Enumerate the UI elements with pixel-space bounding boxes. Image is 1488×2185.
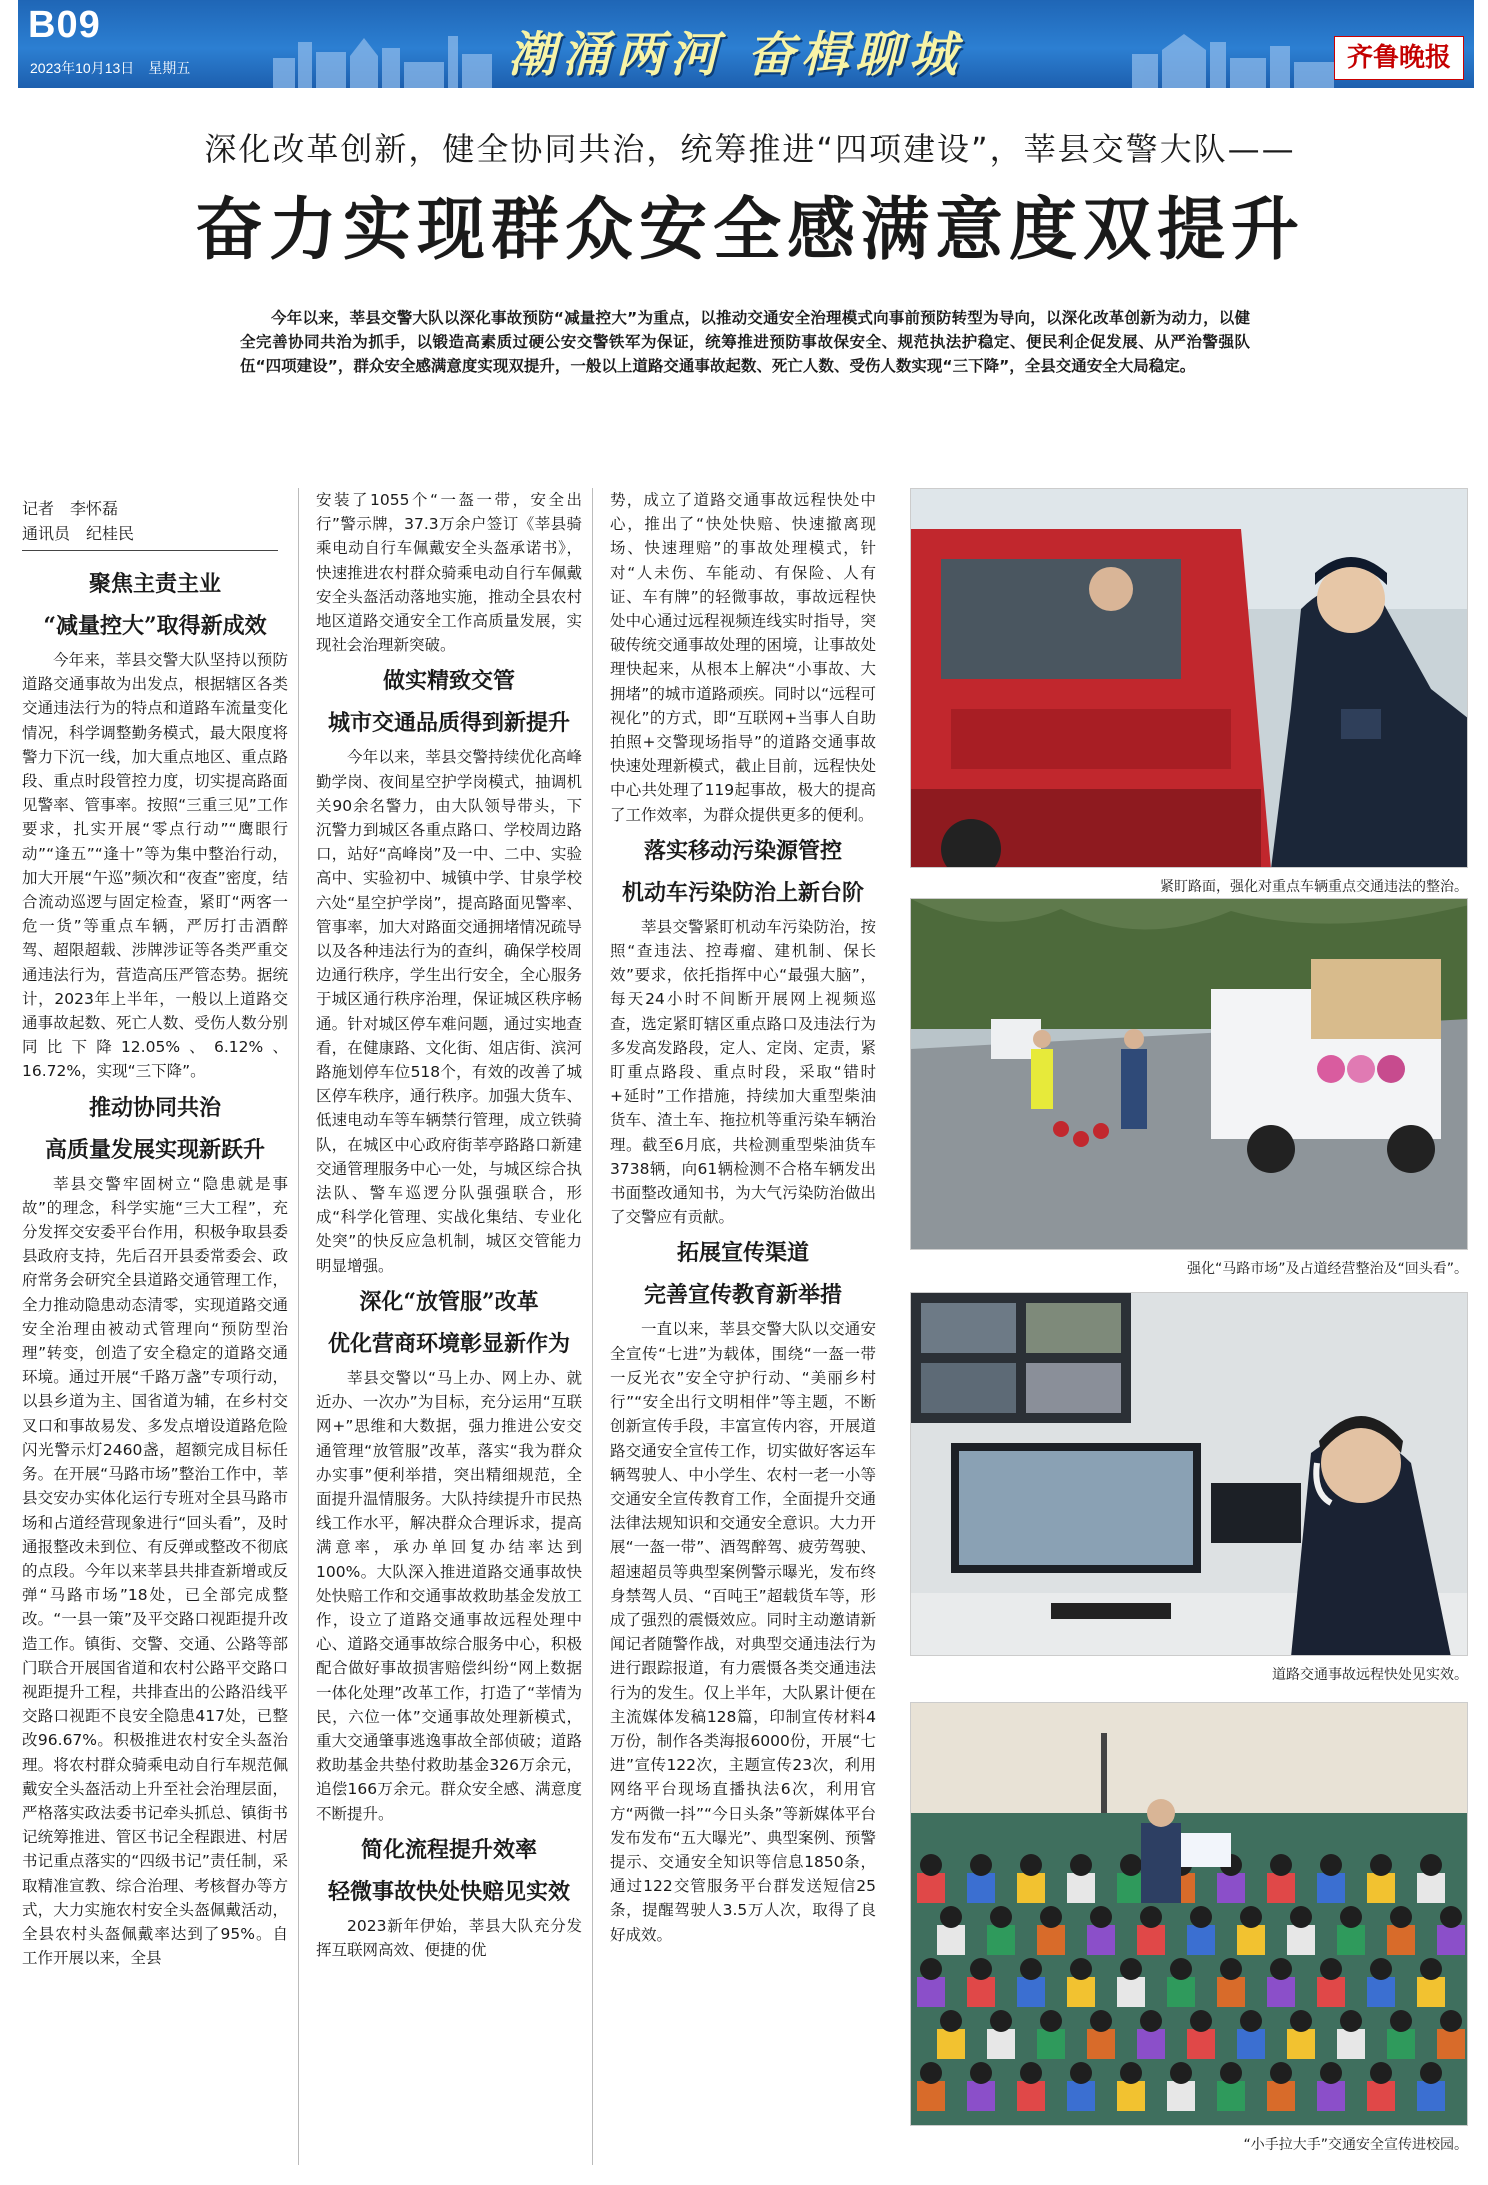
section-subhead: 轻微事故快处快赔见实效 [327, 1878, 570, 1905]
masthead-bar [18, 0, 1474, 88]
paragraph: 势，成立了道路交通事故远程快处中心，推出了“快处快赔、快速撤离现场、快速理赔”的事故处理模式，针对“人未伤、车能动、有保险、人有证、车有牌”的轻微事故，事故远程快处中心通过远程视频连线实时指导，突破传统交通事故处理的困境，让事故处理快起来，从根本上解决“小事故、大拥堵”的城市道路顽疾。同时以“远程可视化”的方式，即“互联网+当事人自助拍照+交警现场指导”的道路交通事故快速处理新模式，截止目前，远程快处中心共处理了119起事故，极大的提高了工作效率，为群众提供更多的便利。 [610, 491, 876, 824]
photo-remote-center [910, 1292, 1468, 1656]
section-subhead: 推动协同共治 [88, 1094, 221, 1121]
skyline-right-icon [1128, 28, 1338, 88]
section-subhead: 深化“放管服”改革 [359, 1288, 539, 1315]
section-subhead: 高质量发展实现新跃升 [44, 1136, 265, 1163]
column-slogan: 潮涌两河 奋楫聊城 [508, 27, 963, 83]
section-subhead: 聚焦主责主业 [88, 571, 221, 597]
section-subhead: 做实精致交管 [382, 668, 515, 695]
byline-correspondent: 通讯员 纪桂民 [22, 524, 135, 543]
column-divider [298, 488, 299, 2165]
section-subhead: 简化流程提升效率 [360, 1836, 537, 1863]
photo-caption: 紧盯路面，强化对重点车辆重点交通违法的整治。 [1160, 879, 1468, 895]
section-subhead: 城市交通品质得到新提升 [327, 710, 570, 737]
section-subhead: 完善宣传教育新举措 [643, 1282, 842, 1309]
paragraph: 莘县交警紧盯机动车污染防治，按照“查违法、控毒瘤、建机制、保长效”要求，依托指挥中心“最强大脑”，每天24小时不间断开展网上视频巡查，选定紧盯辖区重点路口及违法行为多发高发路段，定人、定岗、定责，紧盯重点路段、重点时段，采取“错时+延时”工作措施，持续加大重型柴油货车、渣土车、拖拉机等重污染车辆治理。截至6月底，共检测重型柴油货车3738辆，向61辆检测不合格车辆发出书面整改通知书，为大气污染防治做出了交警应有贡献。 [610, 917, 876, 1227]
photo-caption: 道路交通事故远程快处见实效。 [1272, 1667, 1468, 1683]
photo-roadside-market [910, 898, 1468, 1250]
newspaper-logo: 齐鲁晚报 [1334, 36, 1464, 80]
paragraph: 今年以来，莘县交警持续优化高峰勤学岗、夜间星空护学岗模式，抽调机关90余名警力，由大队领导带头，下沉警力到城区各重点路口、学校周边路口，站好“高峰岗”及一中、二中、实验高中、实验初中、城镇中学、甘泉学校六处“星空护学岗”，提高路面见警率、管事率，加大对路面交通拥堵情况疏导以及各种违法行为的查纠，确保学校周边通行秩序，学生出行安全，全心服务于城区通行秩序治理，保证城区秩序畅通。针对城区停车难问题，通过实地查看，在健康路、文化街、俎店街、滨河路施划停车位518个，有效的改善了城区停车秩序，通行秩序。加强大货车、低速电动车等车辆禁行管理，成立铁骑队，在城区中心政府街莘亭路路口新建交通管理服务中心一处，与城区综合执法队、警车巡逻分队强强联合，形成“科学化管理、实战化集结、专业化处突”的快反应急机制，城区交管能力明显增强。 [316, 748, 582, 1275]
section-subhead: 机动车污染防治上新台阶 [621, 879, 864, 906]
photo-caption: “小手拉大手”交通安全宣传进校园。 [1243, 2137, 1468, 2153]
photo-truck-inspection [910, 488, 1468, 868]
issue-date: 2023年10月13日 星期五 [30, 60, 191, 76]
article-kicker: 深化改革创新，健全协同共治，统筹推进“四项建设”，莘县交警大队—— [204, 130, 1296, 168]
article-column-2 [316, 488, 582, 2165]
article-lead: 今年以来，莘县交警大队以深化事故预防“减量控大”为重点，以推动交通安全治理模式向事前预防转型为导向，以深化改革创新为动力，以健全完善协同共治为抓手，以锻造高素质过硬公安交警铁军为保证，统筹推进预防事故保安全、规范执法护稳定、便民利企促发展、从严治警强队伍“四项建设”，群众安全感满意度实现双提升，一般以上道路交通事故起数、死亡人数、受伤人数实现“三下降”，全县交通安全大局稳定。 [240, 309, 1250, 375]
paragraph: 今年来，莘县交警大队坚持以预防道路交通事故为出发点，根据辖区各类交通违法行为的特点和道路车流量变化情况，科学调整勤务模式，最大限度将警力下沉一线，加大重点地区、重点路段、重点时段管控力度，切实提高路面见警率、管事率。按照“三重三见”工作要求，扎实开展“零点行动”“鹰眼行动”“逢五”“逢十”等为集中整治行动，加大开展“午巡”频次和“夜查”密度，结合流动巡逻与固定检查，紧盯“两客一危一货”等重点车辆，严厉打击酒醉驾、超限超载、涉牌涉证等各类严重交通违法行为，营造高压严管态势。据统计，2023年上半年，一般以上道路交通事故起数、死亡人数、受伤人数分别同比下降12.05%、6.12%、16.72%，实现“三下降”。 [22, 651, 288, 1081]
photo-caption: 强化“马路市场”及占道经营整治及“回头看”。 [1186, 1261, 1468, 1277]
byline-reporter: 记者 李怀磊 [22, 499, 119, 518]
photo-school-outreach [910, 1702, 1468, 2126]
byline [22, 496, 278, 551]
article-column-1 [22, 560, 288, 2165]
section-subhead: “减量控大”取得新成效 [43, 613, 267, 639]
skyline-left-icon [268, 28, 498, 88]
article-column-3 [610, 488, 876, 2165]
section-subhead: 落实移动污染源管控 [643, 837, 842, 864]
paragraph: 安装了1055个“一盔一带，安全出行”警示牌，37.3万余户签订《莘县骑乘电动自行车佩戴安全头盔承诺书》，快速推进农村群众骑乘电动自行车佩戴安全头盔活动落地实施，推动全县农村地区道路交通安全工作高质量发展，实现社会治理新突破。 [316, 491, 582, 655]
page-number: B09 [28, 4, 101, 46]
section-subhead: 拓展宣传渠道 [676, 1240, 809, 1267]
article-headline: 奋力实现群众安全感满意度双提升 [194, 190, 1305, 270]
paragraph: 2023新年伊始，莘县大队充分发挥互联网高效、便捷的优 [316, 1916, 582, 1959]
paragraph: 莘县交警牢固树立“隐患就是事故”的理念，科学实施“三大工程”，充分发挥交安委平台作用，积极争取县委县政府支持，先后召开县委常委会、政府常务会研究全县道路交通管理工作，全力推动隐患动态清零，实现道路交通安全治理由被动式管理向“预防型治理”转变，创造了安全稳定的道路交通环境。通过开展“千路万盏”专项行动，以县乡道为主、国省道为辅，在乡村交叉口和事故易发、多发点增设道路危险闪光警示灯2460盏，超额完成目标任务。在开展“马路市场”整治工作中，莘县交安办实体化运行专班对全县马路市场和占道经营现象进行“回头看”，及时通报整改未到位、有反弹或整改不彻底的点段。今年以来莘县共排查新增或反弹“马路市场”18处，已全部完成整改。“一县一策”及平交路口视距提升改造工作。镇街、交警、交通、公路等部门联合开展国省道和农村公路平交路口视距提升工程，共排查出的公路沿线平交路口视距不良安全隐患417处，已整改96.67%。积极推进农村安全头盔治理。将农村群众骑乘电动自行车规范佩戴安全头盔活动上升至社会治理层面，严格落实政法委书记牵头抓总、镇街书记统筹推进、管区书记全程跟进、村居书记重点落实的“四级书记”责任制，采取精准宣教、综合治理、考核督办等方式，大力实施农村安全头盔佩戴活动，全县农村头盔佩戴率达到了95%。自工作开展以来，全县 [22, 1174, 288, 1968]
section-subhead: 优化营商环境彰显新作为 [327, 1330, 570, 1357]
paragraph: 莘县交警以“马上办、网上办、就近办、一次办”为目标，充分运用“互联网+”思维和大数据，强力推进公安交通管理“放管服”改革，落实“我为群众办实事”便利举措，突出精细规范，全面提升温情服务。大队持续提升市民热线工作水平，解决群众合理诉求，提高满意率，承办单回复办结率达到100%。大队深入推进道路交通事故快处快赔工作和交通事故救助基金发放工作，设立了道路交通事故远程处理中心、道路交通事故综合服务中心，积极配合做好事故损害赔偿纠纷“网上数据一体化处理”改革工作，打造了“莘情为民，六位一体”交通事故处理新模式，重大交通肇事逃逸事故全部侦破；道路救助基金共垫付救助基金326万余元，追偿166万余元。群众安全感、满意度不断提升。 [316, 1368, 582, 1823]
paragraph: 一直以来，莘县交警大队以交通安全宣传“七进”为载体，围绕“一盔一带一反光衣”安全守护行动、“美丽乡村行”“安全出行文明相伴”等主题，不断创新宣传手段，丰富宣传内容，开展道路交通安全宣传工作，切实做好客运车辆驾驶人、中小学生、农村一老一小等交通安全宣传教育工作，全面提升交通法律法规知识和交通安全意识。大力开展“一盔一带”、酒驾醉驾、疲劳驾驶、超速超员等典型案例警示曝光，发布终身禁驾人员、“百吨王”超载货车等，形成了强烈的震慑效应。同时主动邀请新闻记者随警作战，对典型交通违法行为进行跟踪报道，有力震慑各类交通违法行为的发生。仅上半年，大队累计便在主流媒体发稿128篇，印制宣传材料4万份，制作各类海报6000份，开展“七进”宣传122次，主题宣传23次，利用网络平台现场直播执法6次，利用官方“两微一抖”“今日头条”等新媒体平台发布发布“五大曝光”、典型案例、预警提示、交通安全知识等信息1850条，通过122交管服务平台群发送短信25条，提醒驾驶人3.5万人次，取得了良好成效。 [610, 1320, 876, 1944]
column-divider [592, 488, 593, 2165]
